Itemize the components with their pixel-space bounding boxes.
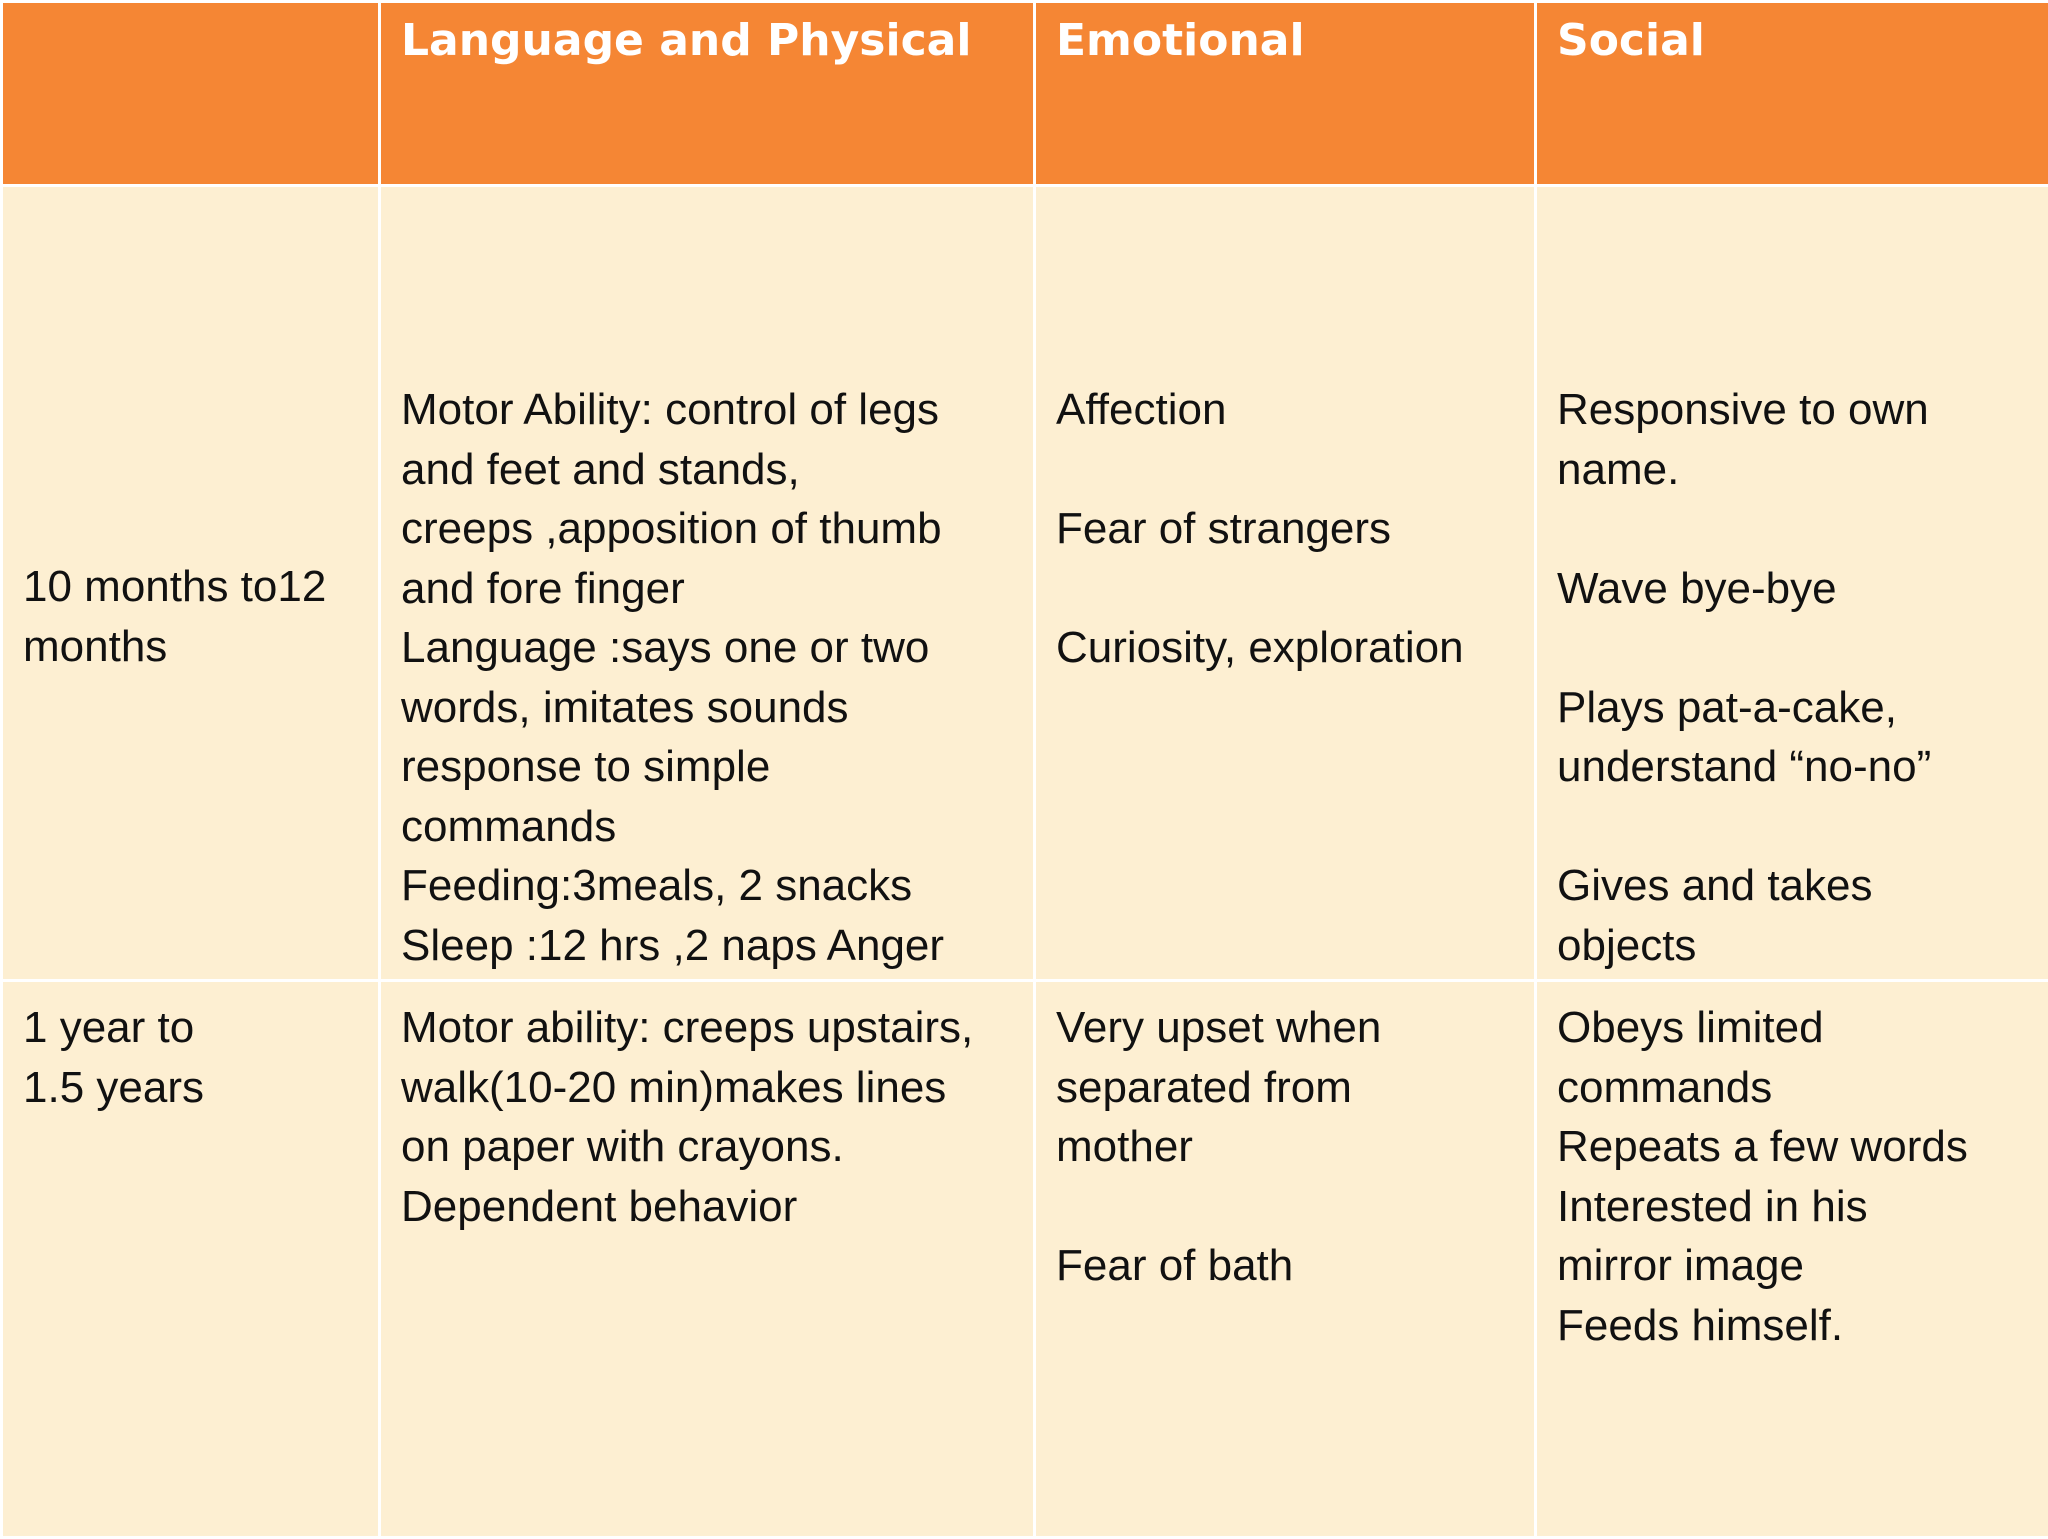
cell-line: 1.5 years <box>23 1058 358 1118</box>
cell-line: mother <box>1056 1117 1514 1177</box>
cell-line: walk(10-20 min)makes lines <box>401 1058 1013 1118</box>
table-row <box>2 186 2048 981</box>
cell-line: understand “no-no” <box>1557 737 2028 797</box>
social-cell <box>1536 186 2048 981</box>
header-row <box>2 2 2048 186</box>
cell-line: name. <box>1557 440 2028 500</box>
line-gap <box>1557 797 2028 857</box>
line-gap <box>1056 559 1514 619</box>
cell-line: months <box>23 617 358 677</box>
cell-line: Dependent behavior <box>401 1177 1013 1237</box>
age-cell <box>2 981 380 1538</box>
cell-line: mirror image <box>1557 1236 2028 1296</box>
cell-line: Feeding:3meals, 2 snacks <box>401 856 1013 916</box>
cell-line: Sleep :12 hrs ,2 naps Anger <box>401 916 1013 976</box>
emotional-cell <box>1035 186 1536 981</box>
language-physical-cell <box>380 981 1035 1538</box>
language-physical-cell <box>380 186 1035 981</box>
cell-line: Fear of bath <box>1056 1236 1514 1296</box>
cell-line: commands <box>401 797 1013 857</box>
header-cell-social: Social <box>1536 2 2048 186</box>
cell-line: Repeats a few words <box>1557 1117 2028 1177</box>
cell-line: Fear of strangers <box>1056 499 1514 559</box>
emotional-cell <box>1035 981 1536 1538</box>
cell-line: Curiosity, exploration <box>1056 618 1514 678</box>
social-cell <box>1536 981 2048 1538</box>
cell-line: 10 months to12 <box>23 557 358 617</box>
cell-line: Plays pat-a-cake, <box>1557 678 2028 738</box>
header-cell-language-physical: Language and Physical <box>380 2 1035 186</box>
cell-line: Gives and takes <box>1557 856 2028 916</box>
cell-line: separated from <box>1056 1058 1514 1118</box>
cell-line: Obeys limited <box>1557 998 2028 1058</box>
header-cell-age <box>2 2 380 186</box>
line-gap <box>1557 499 2028 559</box>
cell-line: response to simple <box>401 737 1013 797</box>
cell-line: Affection <box>1056 380 1514 440</box>
cell-line: Very upset when <box>1056 998 1514 1058</box>
line-gap <box>1056 1177 1514 1237</box>
cell-line: Responsive to own <box>1557 380 2028 440</box>
table-row <box>2 981 2048 1538</box>
line-gap <box>1056 440 1514 500</box>
cell-line: words, imitates sounds <box>401 678 1013 738</box>
cell-line: creeps ,apposition of thumb <box>401 499 1013 559</box>
cell-line: on paper with crayons. <box>401 1117 1013 1177</box>
header-cell-emotional: Emotional <box>1035 2 1536 186</box>
cell-line: Wave bye-bye <box>1557 559 2028 619</box>
cell-line: objects <box>1557 916 2028 976</box>
cell-line: 1 year to <box>23 998 358 1058</box>
cell-line: Interested in his <box>1557 1177 2028 1237</box>
cell-line: Motor Ability: control of legs <box>401 380 1013 440</box>
cell-line: Feeds himself. <box>1557 1296 2028 1356</box>
cell-line: and fore finger <box>401 559 1013 619</box>
age-cell <box>2 186 380 981</box>
cell-line: Language :says one or two <box>401 618 1013 678</box>
cell-line: commands <box>1557 1058 2028 1118</box>
line-gap <box>1557 618 2028 678</box>
cell-line: and feet and stands, <box>401 440 1013 500</box>
cell-line: Motor ability: creeps upstairs, <box>401 998 1013 1058</box>
